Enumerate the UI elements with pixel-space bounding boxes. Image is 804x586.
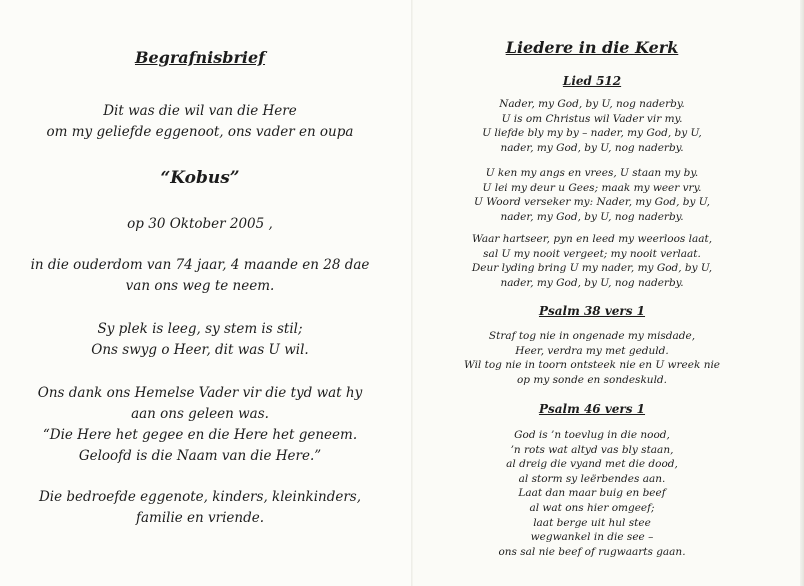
hymn-line: nader, my God, by U, nog naderby.: [500, 210, 684, 223]
hymn-line: al dreig die vyand met die dood,: [506, 458, 678, 471]
age-line: in die ouderdom van 74 jaar, 4 maande en 28 dae: [30, 257, 370, 273]
hymn-line: Straf tog nie in ongenade my misdade,: [488, 330, 696, 342]
hymn-line: U ken my angs en vrees, U staan my by.: [485, 167, 699, 179]
hymn-line: U is om Christus wil Vader vir my.: [501, 112, 683, 125]
verse-line: Ons swyg o Heer, dit was U wil.: [91, 342, 309, 358]
hymn-line: op my sonde en sondeskuld.: [516, 373, 667, 386]
hymn-line: Laat dan maar buig en beef: [518, 487, 666, 500]
deceased-name: “Kobus”: [160, 168, 240, 188]
hymn-line: Wil tog nie in toorn ontsteek nie en U wreek nie: [463, 359, 721, 372]
hymn-line: nader, my God, by U, nog naderby.: [500, 141, 684, 154]
thanks-line: aan ons geleen was.: [131, 406, 269, 422]
hymn-line: ’n rots wat altyd vas bly staan,: [510, 443, 674, 456]
hymn-line: sal U my nooit vergeet; my nooit verlaat.: [483, 247, 701, 260]
hymn-line: Waar hartseer, pyn en leed my weerloos laat,: [471, 233, 713, 245]
date-line: op 30 Oktober 2005 ,: [127, 216, 273, 232]
age-line: van ons weg te neem.: [125, 278, 275, 294]
verse-line: Sy plek is leeg, sy stem is stil;: [97, 321, 303, 337]
thanks-line: Geloofd is die Naam van die Here.”: [78, 448, 322, 464]
mourners-line: familie en vriende.: [135, 510, 265, 526]
psalm-38-title: Psalm 38 vers 1: [538, 304, 646, 318]
hymn-line: al wat ons hier omgeef;: [529, 501, 655, 514]
thanks-text: [0, 383, 400, 467]
hymns-title: Liedere in die Kerk: [505, 38, 679, 57]
hymn-line: U lei my deur u Gees; maak my weer vry.: [482, 181, 702, 194]
hymn-line: God is ’n toevlug in die nood,: [514, 429, 670, 441]
psalm-46-title: Psalm 46 vers 1: [538, 402, 646, 416]
intro-text: [0, 101, 400, 143]
page-edge: [800, 0, 804, 586]
hymn-line: nader, my God, by U, nog naderby.: [500, 276, 684, 289]
hymn-line: U Woord verseker my: Nader, my God, by U,: [474, 196, 710, 209]
lied-512-stanza-3: [412, 232, 772, 290]
thanks-line: Ons dank ons Hemelse Vader vir die tyd wat hy: [37, 385, 363, 401]
hymn-line: ons sal nie beef of rugwaarts gaan.: [498, 545, 686, 558]
hymn-line: Heer, verdra my met geduld.: [515, 344, 669, 357]
intro-line: om my geliefde eggenoot, ons vader en oupa: [46, 124, 354, 140]
hymn-line: U liefde bly my by – nader, my God, by U,: [482, 127, 702, 140]
thanks-line: “Die Here het gegee en die Here het geneem.: [42, 427, 358, 443]
psalm-38-text: [412, 329, 772, 387]
hymn-line: wegwankel in die see –: [530, 531, 654, 544]
hymn-line: laat berge uit hul stee: [533, 516, 651, 529]
lied-512-title: Lied 512: [562, 74, 622, 88]
mourners-text: [0, 487, 400, 529]
age-text: [0, 255, 400, 297]
obituary-title: Begrafnisbrief: [134, 48, 266, 67]
lied-512-stanza-2: [412, 166, 772, 224]
psalm-46-text: [412, 428, 772, 559]
verse-text: [0, 319, 400, 361]
hymn-line: Nader, my God, by U, nog naderby.: [499, 98, 685, 110]
intro-line: Dit was die wil van die Here: [103, 103, 297, 119]
lied-512-stanza-1: [412, 97, 772, 155]
mourners-line: Die bedroefde eggenote, kinders, kleinkinders,: [38, 489, 362, 505]
hymn-line: al storm sy leërbendes aan.: [518, 472, 666, 485]
hymn-line: Deur lyding bring U my nader, my God, by U,: [471, 262, 713, 275]
